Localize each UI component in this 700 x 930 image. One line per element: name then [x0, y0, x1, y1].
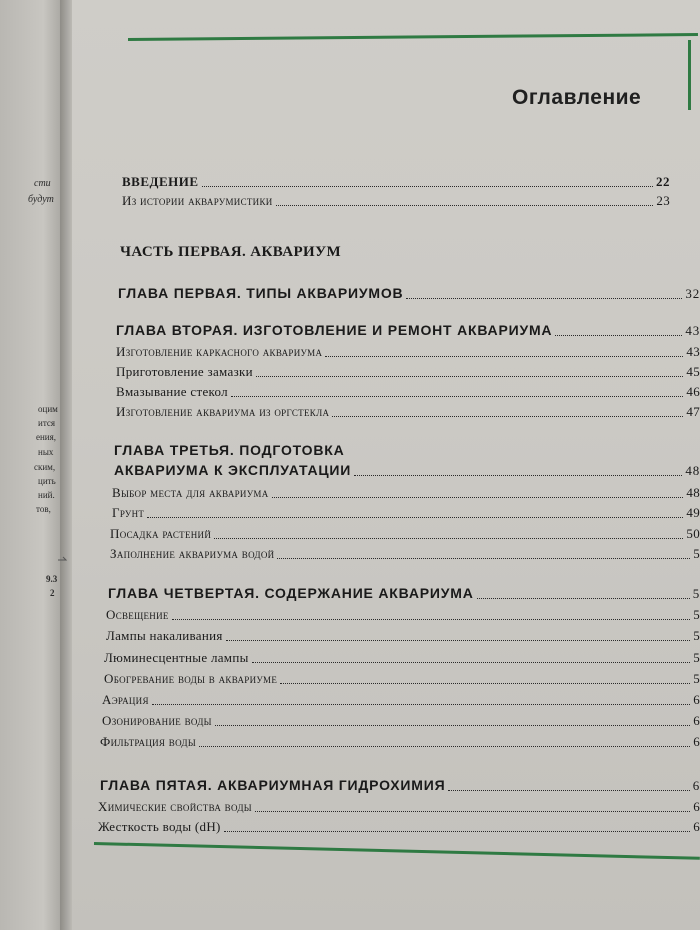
toc-chapter-3-line1: ГЛАВА ТРЕТЬЯ. ПОДГОТОВКА: [114, 442, 345, 458]
contents-page: [72, 0, 700, 930]
page-number: 6: [693, 819, 700, 834]
page-number: 6: [693, 734, 700, 749]
toc-entry: Химические свойства воды 6: [98, 799, 700, 814]
page-number: 48: [686, 485, 700, 500]
dot-leader: [325, 356, 683, 357]
bookmark-arrow-icon: [58, 556, 68, 564]
page-number: 50: [686, 526, 700, 541]
page-number: 43: [686, 344, 700, 359]
facing-page-text: цить: [38, 476, 56, 486]
page-number: 5: [692, 586, 700, 601]
facing-page-text: будут: [28, 194, 54, 205]
dot-leader: [215, 725, 690, 726]
facing-page-text: ний.: [38, 490, 55, 500]
toc-entry: Посадка растений 50: [110, 526, 700, 541]
toc-entry: Озонирование воды 6: [102, 713, 700, 728]
page-number: 23: [656, 193, 670, 208]
page-number: 5: [693, 607, 700, 622]
dot-leader: [231, 396, 683, 397]
facing-page-text: ных: [38, 447, 54, 457]
toc-entry: Вмазывание стекол 46: [116, 384, 700, 399]
toc-entry: Жесткость воды (dH) 6: [98, 819, 700, 834]
toc-chapter-3: АКВАРИУМА К ЭКСПЛУАТАЦИИ 48: [114, 462, 700, 478]
toc-entry: Выбор места для аквариума 48: [112, 485, 700, 500]
facing-page-text: оцим: [38, 404, 58, 414]
toc-entry: Лампы накаливания 5: [106, 628, 700, 643]
page-number: 5: [693, 671, 700, 686]
page-number: 6: [693, 713, 700, 728]
dot-leader: [255, 811, 690, 812]
page-number: 45: [686, 364, 700, 379]
facing-page-text: сти: [34, 178, 51, 189]
dot-leader: [280, 683, 690, 684]
page-number: 6: [692, 778, 700, 793]
page-number: 43: [685, 323, 700, 338]
facing-page-edge: [0, 0, 62, 930]
dot-leader: [224, 831, 691, 832]
dot-leader: [276, 205, 654, 206]
facing-page-text: ится: [38, 418, 55, 428]
page-number: 6: [693, 692, 700, 707]
bottom-green-rule: [94, 842, 700, 860]
page-number: 48: [685, 463, 700, 478]
toc-entry: Из истории акварумистики 23: [122, 193, 670, 208]
page-number: 5: [693, 628, 700, 643]
toc-chapter-5: ГЛАВА ПЯТАЯ. АКВАРИУМНАЯ ГИДРОХИМИЯ 6: [100, 777, 700, 793]
facing-page-text: 9.3: [46, 574, 58, 584]
page-number: 6: [693, 799, 700, 814]
dot-leader: [448, 790, 689, 791]
page-number: 5: [693, 546, 700, 561]
facing-page-text: тов,: [36, 504, 51, 514]
dot-leader: [226, 640, 691, 641]
toc-entry: Освещение 5: [106, 607, 700, 622]
dot-leader: [214, 538, 683, 539]
page-number: 46: [686, 384, 700, 399]
toc-entry: Грунт 49: [112, 505, 700, 520]
page-number: 49: [686, 505, 700, 520]
dot-leader: [202, 186, 653, 187]
facing-page-text: ения,: [36, 432, 57, 442]
toc-chapter-1: ГЛАВА ПЕРВАЯ. ТИПЫ АКВАРИУМОВ 32: [118, 285, 700, 301]
facing-page-text: 2: [50, 588, 55, 598]
toc-entry: Фильтрация воды 6: [100, 734, 700, 749]
toc-entry-introduction: ВВЕДЕНИЕ 22: [122, 174, 670, 189]
dot-leader: [555, 335, 682, 336]
dot-leader: [147, 517, 683, 518]
facing-page-text: ским,: [34, 462, 56, 472]
dot-leader: [354, 475, 682, 476]
side-green-rule: [688, 40, 691, 110]
toc-entry: Люминесцентные лампы 5: [104, 650, 700, 665]
page-number: 47: [686, 404, 700, 419]
dot-leader: [256, 376, 684, 377]
dot-leader: [272, 497, 684, 498]
part-heading: ЧАСТЬ ПЕРВАЯ. АКВАРИУМ: [120, 244, 342, 260]
toc-entry: Аэрация 6: [102, 692, 700, 707]
toc-entry: Приготовление замазки 45: [116, 364, 700, 379]
toc-entry: Изготовление аквариума из оргстекла 47: [116, 404, 700, 419]
dot-leader: [172, 619, 691, 620]
dot-leader: [277, 558, 690, 559]
dot-leader: [477, 598, 690, 599]
page-title: Оглавление: [512, 86, 642, 109]
top-green-rule: [128, 33, 698, 41]
dot-leader: [152, 704, 690, 705]
page-number: 5: [693, 650, 700, 665]
toc-entry: Обогревание воды в аквариуме 5: [104, 671, 700, 686]
dot-leader: [252, 662, 691, 663]
toc-entry: Изготовление каркасного аквариума 43: [116, 344, 700, 359]
dot-leader: [332, 416, 683, 417]
toc-chapter-4: ГЛАВА ЧЕТВЕРТАЯ. СОДЕРЖАНИЕ АКВАРИУМА 5: [108, 585, 700, 601]
toc-chapter-2: ГЛАВА ВТОРАЯ. ИЗГОТОВЛЕНИЕ И РЕМОНТ АКВАРИУМА 43: [116, 322, 700, 338]
dot-leader: [406, 298, 682, 299]
dot-leader: [199, 746, 690, 747]
page-number: 32: [685, 286, 700, 301]
page-number: 22: [656, 174, 670, 189]
toc-entry: Заполнение аквариума водой 5: [110, 546, 700, 561]
